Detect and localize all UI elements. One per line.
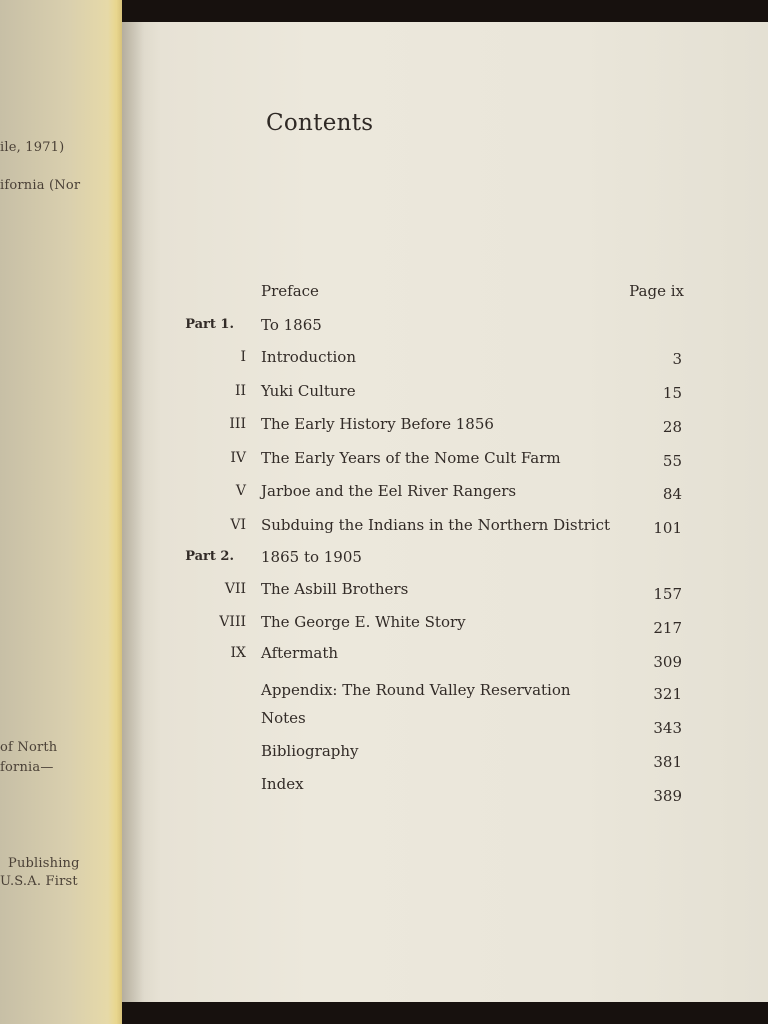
left-page-text-line: of North xyxy=(0,740,58,755)
back-matter-title: Index xyxy=(261,775,304,793)
chapter-title: The Early Years of the Nome Cult Farm xyxy=(261,449,561,467)
chapter-title: Aftermath xyxy=(261,644,339,662)
back-matter-page: 343 xyxy=(653,719,682,737)
chapter-title: Introduction xyxy=(261,348,356,366)
chapter-number: II xyxy=(234,383,246,399)
chapter-number: VII xyxy=(224,581,246,597)
left-page-text-line: U.S.A. First xyxy=(0,874,78,889)
toc-entry-preface-title: Preface xyxy=(261,282,319,300)
page-gutter xyxy=(108,0,122,1024)
chapter-number: IX xyxy=(230,645,246,661)
back-matter-page: 389 xyxy=(653,787,682,805)
chapter-number: VIII xyxy=(219,614,246,630)
back-matter-title: Appendix: The Round Valley Reservation xyxy=(261,681,571,699)
back-matter-page: 381 xyxy=(653,753,682,771)
left-page-text-line: ifornia (Nor xyxy=(0,178,81,193)
chapter-title: Subduing the Indians in the Northern District xyxy=(261,516,611,534)
part-title: 1865 to 1905 xyxy=(261,548,362,566)
chapter-title: Jarboe and the Eel River Rangers xyxy=(261,482,517,500)
chapter-page: 3 xyxy=(672,350,682,368)
chapter-title: The Early History Before 1856 xyxy=(261,415,494,433)
left-page xyxy=(0,0,122,1024)
chapter-title: Yuki Culture xyxy=(261,382,356,400)
page-binding-shadow xyxy=(122,22,144,1002)
chapter-title: The George E. White Story xyxy=(261,613,466,631)
chapter-number: I xyxy=(240,349,246,365)
chapter-page: 15 xyxy=(662,384,682,402)
part-label: Part 2. xyxy=(185,549,234,564)
back-matter-title: Bibliography xyxy=(261,742,359,760)
chapter-page: 84 xyxy=(662,485,682,503)
left-page-text-line: Publishing xyxy=(8,856,80,871)
chapter-page: 101 xyxy=(653,519,682,537)
toc-entry-preface-page: Page ix xyxy=(629,282,684,300)
chapter-page: 309 xyxy=(653,653,682,671)
back-matter-page: 321 xyxy=(653,685,682,703)
chapter-number: IV xyxy=(230,450,246,466)
part-label: Part 1. xyxy=(185,317,234,332)
chapter-page: 217 xyxy=(653,619,682,637)
contents-page xyxy=(122,22,768,1002)
chapter-page: 28 xyxy=(662,418,682,436)
chapter-number: VI xyxy=(230,517,246,533)
chapter-number: III xyxy=(229,416,246,432)
chapter-page: 55 xyxy=(662,452,682,470)
back-matter-title: Notes xyxy=(261,709,306,727)
chapter-number: V xyxy=(235,483,246,499)
page-title: Contents xyxy=(266,110,374,136)
left-page-text-line: fornia— xyxy=(0,760,54,775)
part-title: To 1865 xyxy=(261,316,322,334)
chapter-page: 157 xyxy=(653,585,682,603)
left-page-text-line: ile, 1971) xyxy=(0,140,65,155)
chapter-title: The Asbill Brothers xyxy=(261,580,409,598)
